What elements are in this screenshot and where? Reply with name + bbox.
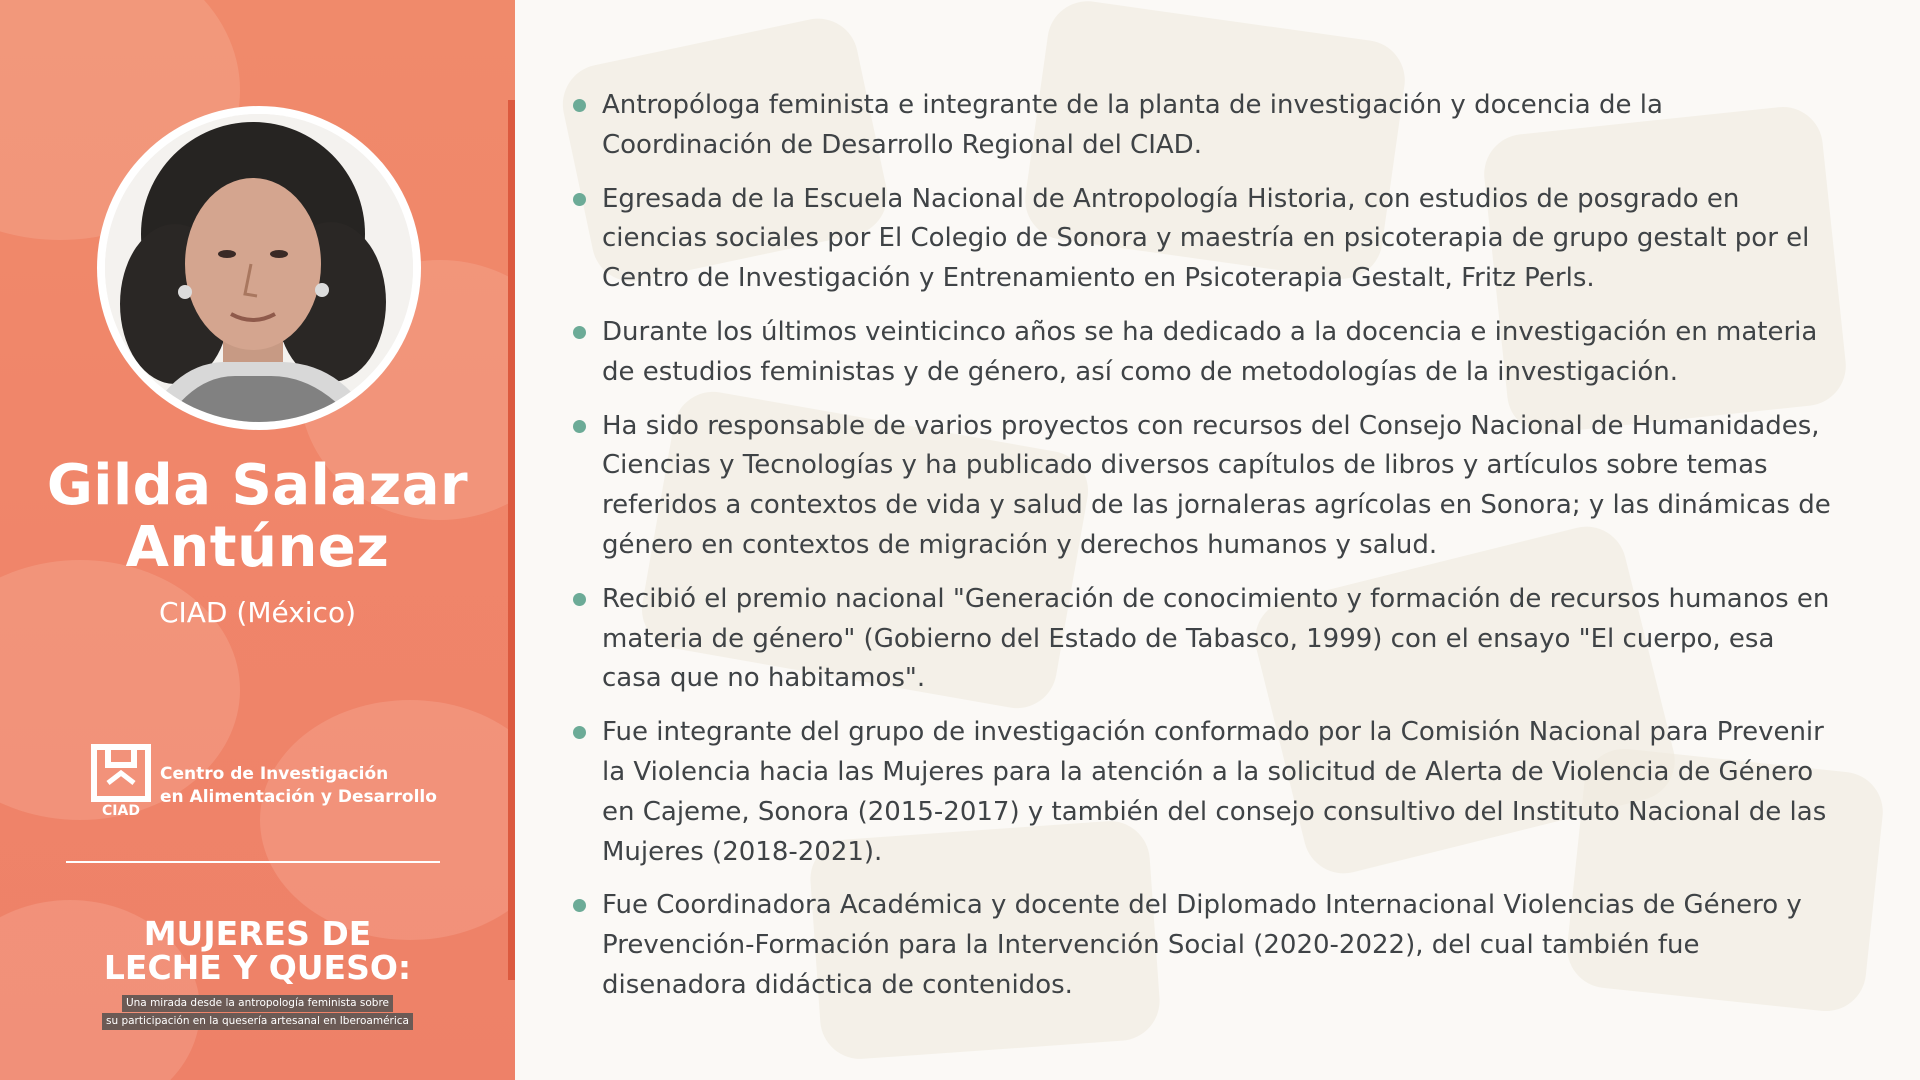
- bio-item: Egresada de la Escuela Nacional de Antropología Historia, con estudios de posgrado en ciencias sociales por El Colegio de Sonora y maestría en psicoterapia de grupo gestalt por el Centro de Investigación y Entrenamiento en Psicoterapia Gestalt, Fritz Perls.: [573, 180, 1835, 299]
- institution-name: Centro de Investigación en Alimentación y Desarrollo: [160, 764, 437, 807]
- bullet-dot-icon: [573, 899, 586, 912]
- speaker-affiliation: CIAD (México): [158, 596, 357, 629]
- bio-item: Recibió el premio nacional "Generación de conocimiento y formación de recursos humanos en materia de género" (Gobierno del Estado de Tabasco, 1999) con el ensayo "El cuerpo, esa casa que no habitamos".: [573, 580, 1835, 699]
- bio-list: [573, 86, 1835, 1020]
- portrait-photo: [105, 114, 413, 422]
- bullet-dot-icon: [573, 193, 586, 206]
- book-subtitle: Una mirada desde la antropología feminista sobre su participación en la quesería artesanal en Iberoamérica: [0, 994, 515, 1030]
- bio-item: Fue integrante del grupo de investigación conformado por la Comisión Nacional para Prevenir la Violencia hacia las Mujeres para la atención a la solicitud de Alerta de Violencia de Género en Cajeme, Sonora (2015-2017) y también del consejo consultivo del Instituto Nacional de las Mujeres (2018-2021).: [573, 713, 1835, 872]
- bio-item: Ha sido responsable de varios proyectos con recursos del Consejo Nacional de Humanidades, Ciencias y Tecnologías y ha publicado diversos capítulos de libros y artículos sobre temas referidos a contextos de vida y salud de las jornaleras agrícolas en Sonora; y las dinámicas de género en contextos de migración y derechos humanos y salud.: [573, 407, 1835, 566]
- divider: [66, 861, 440, 863]
- accent-bar: [508, 100, 515, 980]
- bullet-dot-icon: [573, 726, 586, 739]
- ciad-logo-label: CIAD: [102, 803, 140, 819]
- speaker-panel: [0, 0, 515, 1080]
- bio-item: Durante los últimos veinticinco años se ha dedicado a la docencia e investigación en materia de estudios feministas y de género, así como de metodologías de la investigación.: [573, 313, 1835, 393]
- bio-item: Fue Coordinadora Académica y docente del Diplomado Internacional Violencias de Género y Prevención-Formación para la Intervención Social (2020-2022), del cual también fue disenadora didáctica de contenidos.: [573, 886, 1835, 1005]
- bullet-dot-icon: [573, 326, 586, 339]
- bio-item: Antropóloga feminista e integrante de la planta de investigación y docencia de la Coordinación de Desarrollo Regional del CIAD.: [573, 86, 1835, 166]
- bullet-dot-icon: [573, 99, 586, 112]
- portrait-frame: [97, 106, 421, 430]
- bullet-dot-icon: [573, 420, 586, 433]
- institution-logo: [90, 743, 437, 819]
- speaker-name: Gilda Salazar Antúnez: [46, 453, 469, 580]
- book-title: MUJERES DE LECHE Y QUESO:: [103, 914, 412, 987]
- bullet-dot-icon: [573, 593, 586, 606]
